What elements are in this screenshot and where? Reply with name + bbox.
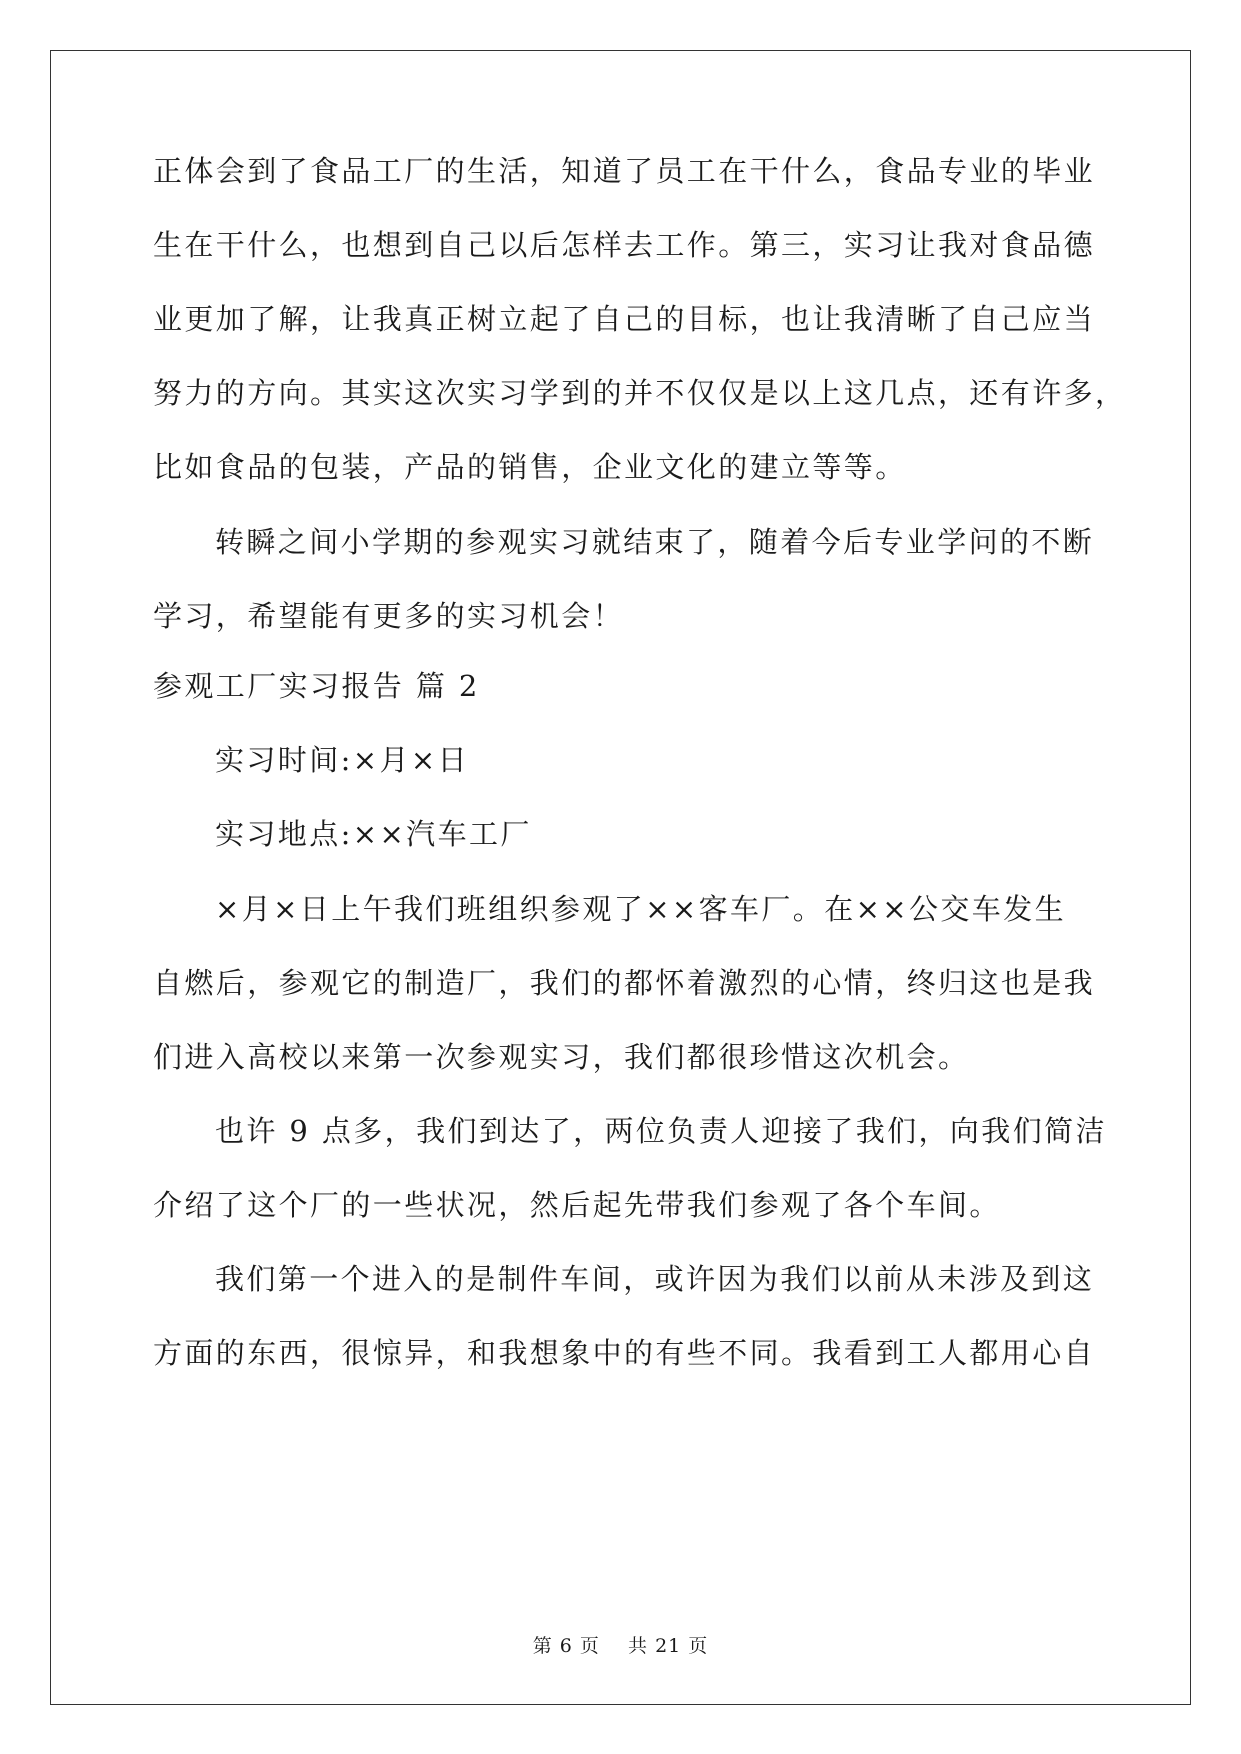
body-text-line: 我们第一个进入的是制件车间，或许因为我们以前从未涉及到这: [215, 1262, 1095, 1296]
body-text-line: 生在干什么，也想到自己以后怎样去工作。第三，实习让我对食品德: [153, 228, 1096, 262]
body-text-line: 也许 9 点多，我们到达了，两位负责人迎接了我们，向我们简洁: [215, 1114, 1107, 1148]
body-text-line: 比如食品的包装，产品的销售，企业文化的建立等等。: [153, 450, 907, 484]
body-text-line: 学习，希望能有更多的实习机会！: [153, 599, 625, 633]
internship-place: 实习地点:××汽车工厂: [215, 817, 532, 851]
section-heading: 参观工厂实习报告 篇 2: [153, 669, 480, 703]
body-text-line: ×月×日上午我们班组织参观了××客车厂。在××公交车发生: [215, 892, 1066, 926]
body-text-line: 介绍了这个厂的一些状况，然后起先带我们参观了各个车间。: [153, 1188, 1001, 1222]
body-text-line: 方面的东西，很惊异，和我想象中的有些不同。我看到工人都用心自: [153, 1336, 1096, 1370]
body-text-line: 努力的方向。其实这次实习学到的并不仅仅是以上这几点，还有许多，: [153, 376, 1127, 410]
body-text-line: 们进入高校以来第一次参观实习，我们都很珍惜这次机会。: [153, 1040, 970, 1074]
body-text-line: 转瞬之间小学期的参观实习就结束了，随着今后专业学问的不断: [215, 525, 1095, 559]
internship-time: 实习时间:×月×日: [215, 743, 469, 777]
body-text-line: 业更加了解，让我真正树立起了自己的目标，也让我清晰了自己应当: [153, 302, 1096, 336]
page-number: 第 6 页 共 21 页: [532, 1635, 709, 1657]
body-text-line: 自燃后，参观它的制造厂，我们的都怀着激烈的心情，终归这也是我: [153, 966, 1096, 1000]
body-text-line: 正体会到了食品工厂的生活，知道了员工在干什么，食品专业的毕业: [153, 154, 1096, 188]
